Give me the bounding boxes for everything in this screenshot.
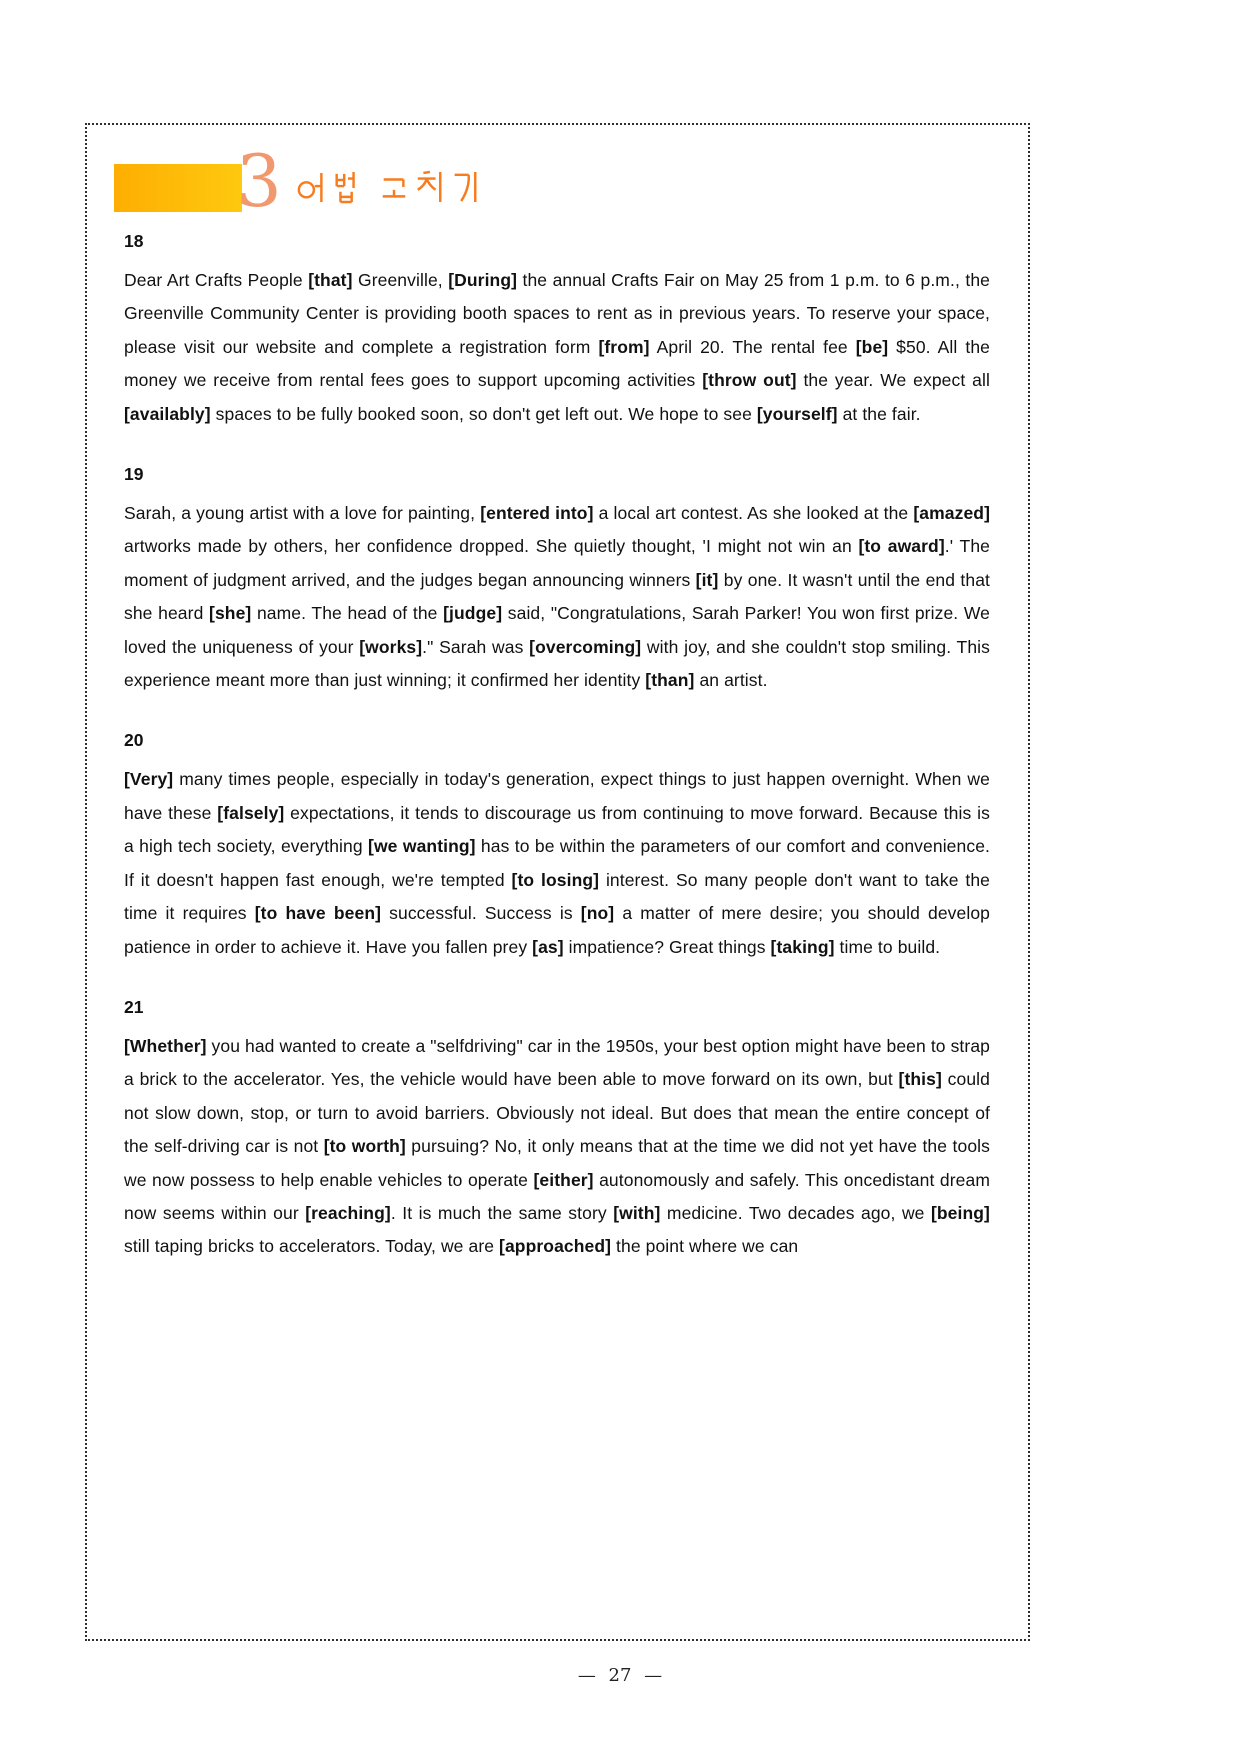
passage-number: 18 (124, 231, 144, 251)
unit-badge-rect (114, 164, 242, 212)
hangul-glyph-gi (449, 170, 479, 204)
passage-text: Dear Art Crafts People [that] Greenville, [During] the annual Crafts Fair on May 25 from 1 p.m. to 6 p.m., the Greenville Community Center is providing booth spaces to rent as in previous years. To reserve your space, please visit our website and complete a registration form [from] April 20. The rental fee [be] $50. All the money we receive from rental fees goes to support upcoming activities [throw out] the year. We expect all [availably] spaces to be fully booked soon, so don't get left out. We hope to see [yourself] at the fair. (124, 270, 990, 424)
passage-number: 20 (124, 730, 144, 751)
passage-20 (124, 730, 990, 963)
hangul-glyph-chi (414, 170, 444, 204)
passage-18 (124, 231, 990, 431)
page-number: — 27 — (577, 1665, 663, 1686)
passages-list (124, 231, 990, 1297)
hangul-glyph-eo (297, 170, 327, 204)
passage-number: 19 (124, 464, 144, 485)
passage-text: [Whether] you had wanted to create a "selfdriving" car in the 1950s, your best option might have been to strap a brick to the accelerator. Yes, the vehicle would have been able to move forward on its own, but [this] could not slow down, stop, or turn to avoid barriers. Obviously not ideal. But does that mean the entire concept of the self-driving car is not [to worth] pursuing? No, it only means that at the time we did not yet have the tools we now possess to help enable vehicles to operate [either] autonomously and safely. This oncedistant dream now seems within our [reaching]. It is much the same story [with] medicine. Two decades ago, we [being] still taping bricks to accelerators. Today, we are [approached] the point where we can (124, 1035, 990, 1257)
page-dotted-border (85, 123, 1030, 1641)
hangul-glyph-beop (332, 170, 362, 204)
passage-text: [Very] many times people, especially in today's generation, expect things to just happen overnight. When we have these [falsely] expectations, it tends to discourage us from continuing to move forward. Because this is a high tech society, everything [we wanting] has to be within the parameters of our comfort and convenience. If it doesn't happen fast enough, we're tempted [to losing] interest. So many people don't want to take the time it requires [to have been] successful. Success is [no] a matter of mere desire; you should develop patience in order to achieve it. Have you fallen prey [as] impatience? Great things [taking] time to build. (124, 769, 991, 957)
unit-number: 3 (236, 139, 282, 223)
passage-21 (124, 997, 990, 1264)
passage-number: 21 (124, 996, 144, 1017)
passage-19 (124, 464, 990, 697)
passage-text: Sarah, a young artist with a love for painting, [entered into] a local art contest. As she looked at the [amazed] artworks made by others, her confidence dropped. She quietly thought, 'I might not win an [to award].' The moment of judgment arrived, and the judges began announcing winners [it] by one. It wasn't until the end that she heard [she] name. The head of the [judge] said, "Congratulations, Sarah Parker! You won first prize. We loved the uniqueness of your [works]." Sarah was [overcoming] with joy, and she couldn't stop smiling. This experience meant more than just winning; it confirmed her identity [than] an artist. (124, 503, 991, 691)
unit-title (297, 169, 479, 205)
hangul-glyph-go (379, 170, 409, 204)
